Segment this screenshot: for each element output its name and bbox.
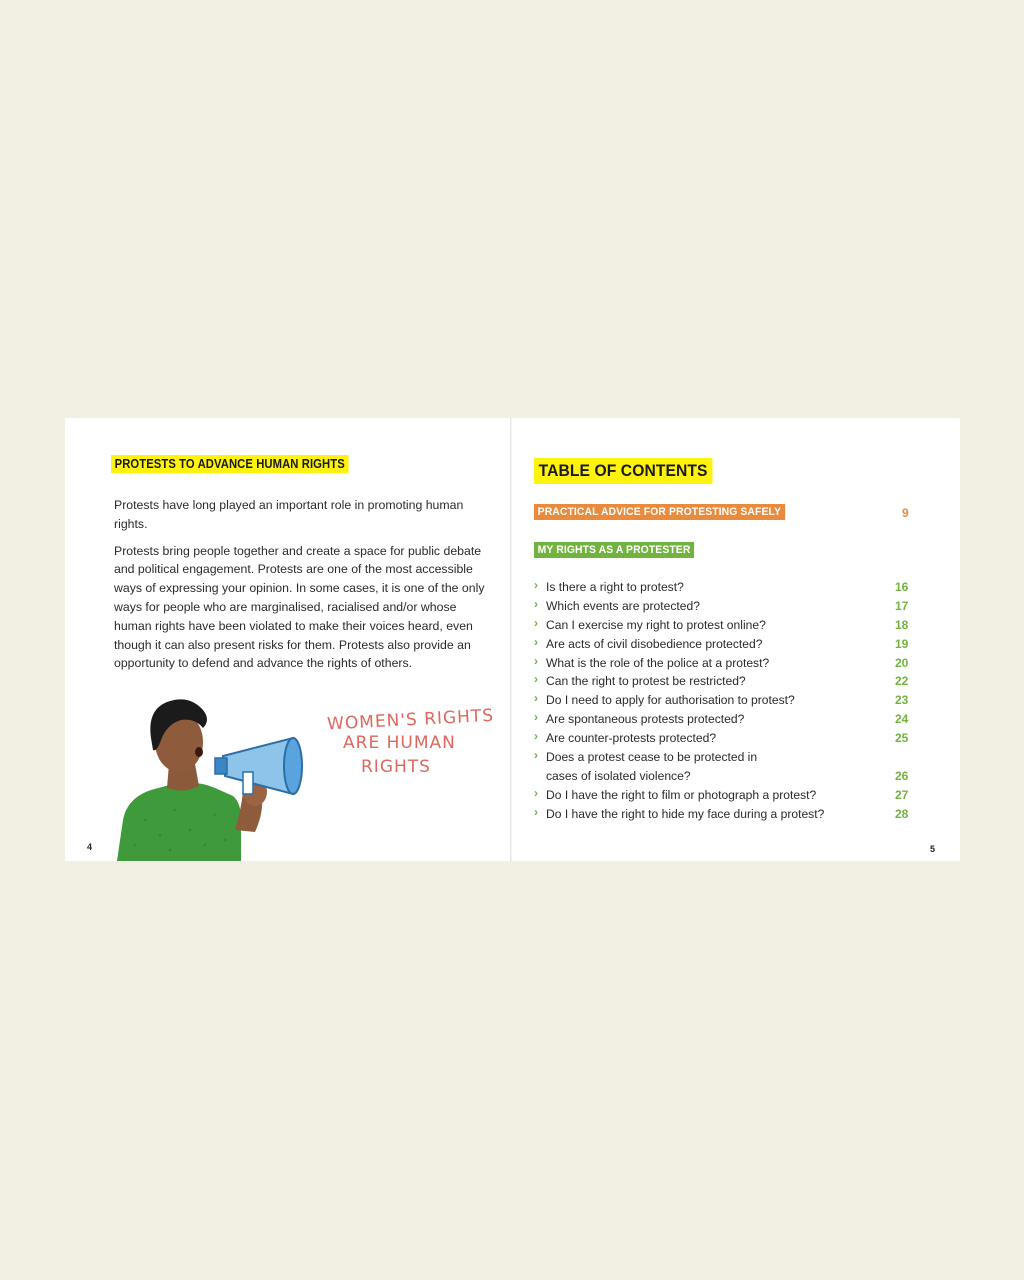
page-number: 5 [930, 844, 936, 854]
toc-item-text: Do I have the right to film or photograph a protest? [546, 787, 817, 802]
toc-item-text: Do I need to apply for authorisation to protest? [546, 693, 795, 708]
chevron-right-icon: › [534, 710, 538, 725]
toc-item [534, 596, 914, 615]
sign-line-2: ARE HUMAN [343, 733, 456, 753]
toc-item [534, 747, 914, 785]
chevron-right-icon: › [534, 578, 538, 592]
toc-item-page: 19 [895, 636, 909, 651]
toc-item [534, 577, 914, 596]
toc-title: TABLE OF CONTENTS [534, 458, 712, 484]
toc-list [534, 577, 914, 823]
protester-illustration [65, 680, 511, 861]
toc-item [534, 728, 914, 747]
chevron-right-icon: › [534, 634, 538, 649]
chevron-right-icon: › [534, 672, 538, 687]
toc-item-text: Are spontaneous protests protected? [546, 712, 745, 727]
toc-item-page: 27 [895, 787, 909, 802]
toc-item-page: 23 [895, 693, 909, 708]
chevron-right-icon: › [534, 729, 538, 744]
toc-item-page: 20 [895, 655, 909, 670]
toc-item-text: Which events are protected? [546, 598, 700, 613]
toc-item [534, 785, 914, 804]
toc-item-text: Are acts of civil disobedience protected? [546, 636, 763, 651]
toc-item [534, 634, 914, 653]
toc-item-text: Can the right to protest be restricted? [546, 674, 746, 689]
chevron-right-icon: › [534, 785, 538, 800]
toc-item [534, 709, 914, 728]
paragraph-1: Protests have long played an important role in promoting human rights. [114, 498, 464, 531]
toc-item-text: Do I have the right to hide my face during a protest? [546, 806, 825, 821]
toc-item-page: 28 [895, 806, 909, 821]
sign-line-3: RIGHTS [361, 757, 431, 777]
chevron-right-icon: › [534, 804, 538, 819]
toc-section-my-rights: MY RIGHTS AS A PROTESTER [534, 542, 694, 558]
toc-item [534, 615, 914, 634]
chevron-right-icon: › [534, 691, 538, 706]
toc-item-text: Are counter-protests protected? [546, 731, 717, 746]
chevron-right-icon: › [534, 615, 538, 630]
toc-item-page: 18 [895, 617, 909, 632]
chevron-right-icon: › [534, 653, 538, 668]
section-heading: PROTESTS TO ADVANCE HUMAN RIGHTS [111, 455, 348, 473]
body-text [114, 496, 486, 681]
sign-line-1: WOMEN'S RIGHTS [326, 705, 495, 735]
chevron-right-icon: › [534, 596, 538, 611]
chevron-right-icon: › [534, 748, 538, 763]
toc-item-page: 24 [895, 712, 909, 727]
right-page [511, 418, 960, 861]
toc-item-page: 25 [895, 731, 909, 746]
toc-section-practical-advice: PRACTICAL ADVICE FOR PROTESTING SAFELY [534, 504, 785, 520]
toc-item-page: 22 [895, 674, 909, 689]
toc-item-text: Does a protest cease to be protected in cases of isolated violence? [546, 750, 758, 783]
toc-item-text: What is the role of the police at a protest? [546, 655, 770, 670]
page-number: 4 [87, 842, 93, 852]
booklet-spread [65, 418, 960, 861]
toc-item [534, 690, 914, 709]
toc-item-page: 17 [895, 598, 909, 613]
toc-item-text: Is there a right to protest? [546, 580, 684, 594]
toc-item-page: 26 [895, 769, 909, 784]
toc-item-text: Can I exercise my right to protest online? [546, 617, 766, 632]
toc-item [534, 804, 914, 823]
toc-item-page: 16 [895, 580, 909, 594]
paragraph-2: Protests bring people together and create a space for public debate and political engagement. Protests are one of the most accessible ways of expressing your opinion. In some cases, it is one of the only ways for people who are marginalised, racialised and/or whose human rights have been violated to make their voices heard, even though it can also present risks for them. Protests also provide an opportunity to defend and advance the rights of others. [114, 543, 485, 671]
toc-section-page: 9 [902, 506, 909, 520]
toc-item [534, 653, 914, 672]
left-page [65, 418, 511, 861]
megaphone-icon [223, 738, 293, 794]
green-shirt [117, 783, 241, 861]
toc-item [534, 671, 914, 690]
